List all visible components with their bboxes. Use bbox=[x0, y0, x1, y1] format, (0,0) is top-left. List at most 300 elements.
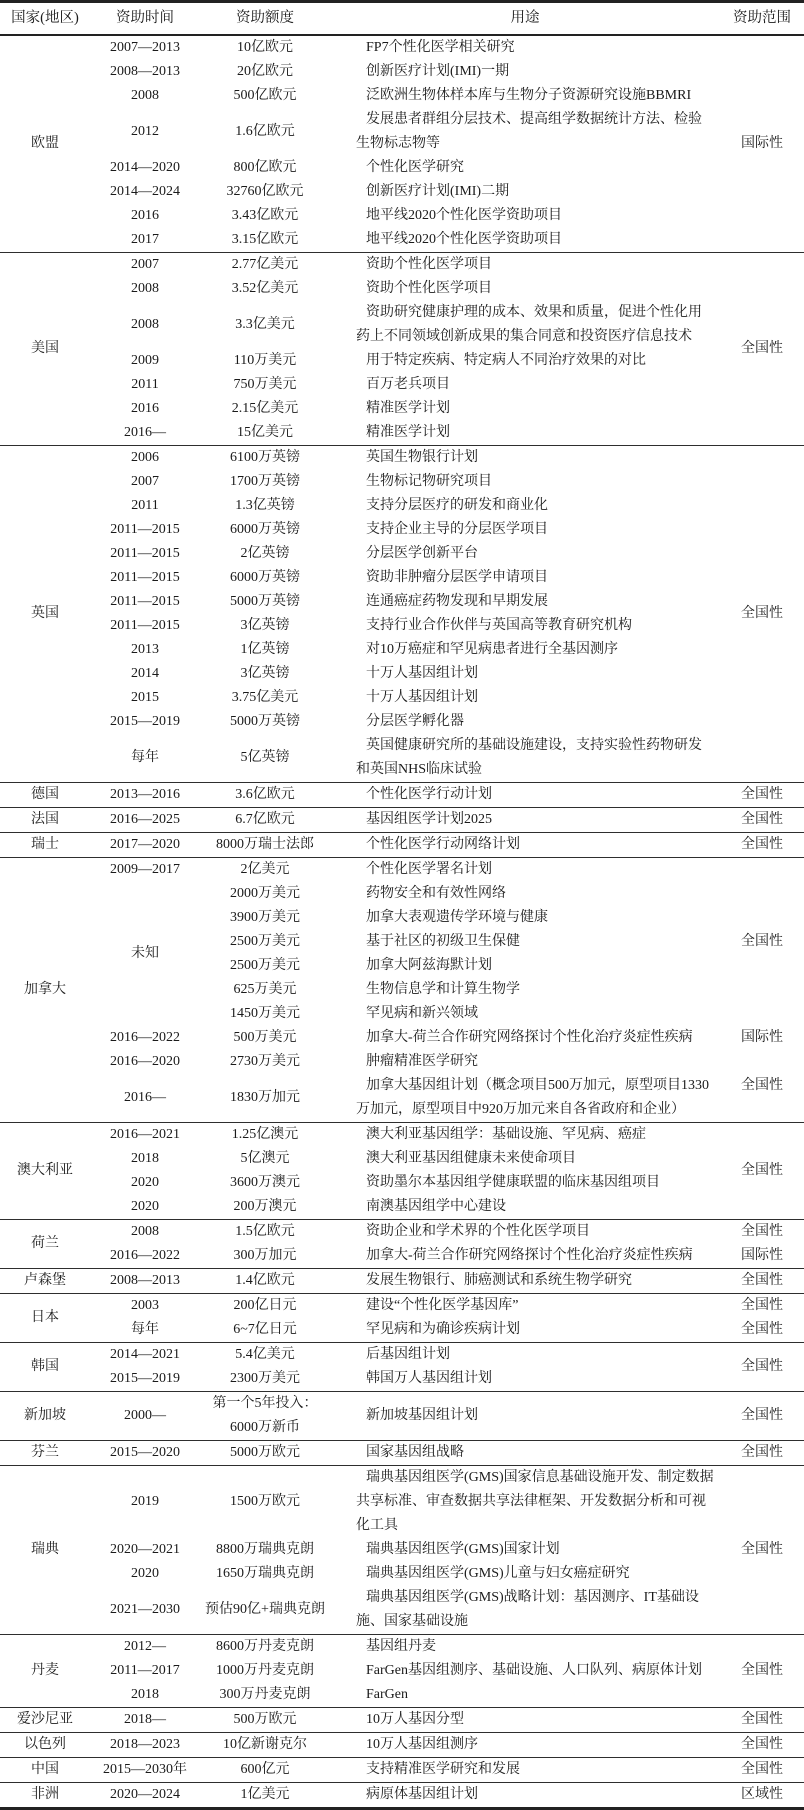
purpose-cell: 加拿大-荷兰合作研究网络探讨个性化治疗炎症性疾病 bbox=[366, 1248, 693, 1263]
amount-cell: 750万美元 bbox=[233, 377, 297, 392]
country-section bbox=[0, 446, 804, 783]
country-section bbox=[0, 1392, 804, 1441]
amount-cell: 500万欧元 bbox=[233, 1712, 297, 1727]
table-row bbox=[0, 1367, 804, 1392]
table-row bbox=[0, 808, 804, 833]
amount-cell: 32760亿欧元 bbox=[226, 184, 304, 199]
time-cell: 2009—2017 bbox=[110, 862, 180, 877]
amount-cell: 1亿英镑 bbox=[240, 642, 290, 657]
amount-cell: 6000万英镑 bbox=[230, 522, 300, 537]
time-cell: 2016 bbox=[131, 401, 159, 416]
purpose-cell: 资助墨尔本基因组学健康联盟的临床基因组项目 bbox=[366, 1175, 660, 1190]
purpose-cell: 瑞典基因组医学(GMS)儿童与妇女癌症研究 bbox=[366, 1566, 630, 1581]
table-row bbox=[0, 349, 804, 373]
country-cell: 中国 bbox=[31, 1762, 59, 1777]
amount-cell: 1亿美元 bbox=[240, 1787, 290, 1802]
table-row bbox=[0, 204, 804, 228]
amount-cell: 3.6亿欧元 bbox=[235, 787, 295, 802]
country-cell: 新加坡 bbox=[24, 1408, 66, 1423]
scope-cell: 全国性 bbox=[741, 837, 783, 852]
table-row bbox=[0, 1026, 804, 1050]
amount-cell: 2.77亿美元 bbox=[231, 257, 299, 272]
amount-cell: 800亿欧元 bbox=[233, 160, 297, 175]
time-cell: 2015—2020 bbox=[110, 1445, 180, 1460]
table-row bbox=[0, 686, 804, 710]
time-cell: 2003 bbox=[131, 1298, 159, 1313]
time-cell: 2015—2019 bbox=[110, 714, 180, 729]
country-section bbox=[0, 858, 804, 1123]
table-row bbox=[0, 1147, 804, 1171]
table-header bbox=[0, 2, 804, 36]
amount-cell: 2300万美元 bbox=[230, 1371, 300, 1386]
table-row bbox=[0, 494, 804, 518]
amount-cell: 3.52亿美元 bbox=[231, 281, 299, 296]
table-row bbox=[0, 1195, 804, 1220]
table-row bbox=[0, 1758, 804, 1783]
amount-cell: 300万丹麦克朗 bbox=[219, 1687, 311, 1702]
amount-cell: 3.15亿欧元 bbox=[231, 232, 299, 247]
time-cell: 2008 bbox=[131, 88, 159, 103]
purpose-cell: 加拿大阿兹海默计划 bbox=[366, 958, 492, 973]
time-cell: 2009 bbox=[131, 353, 159, 368]
time-cell: 每年 bbox=[131, 1322, 159, 1337]
table-row bbox=[0, 518, 804, 542]
country-section bbox=[0, 1733, 804, 1758]
country-section bbox=[0, 1343, 804, 1392]
table-row bbox=[0, 1392, 804, 1441]
scope-cell: 全国性 bbox=[741, 1408, 783, 1423]
country-cell: 卢森堡 bbox=[24, 1273, 66, 1288]
scope-cell: 全国性 bbox=[741, 1078, 783, 1093]
header-amount: 资助额度 bbox=[236, 10, 294, 26]
table-row bbox=[0, 421, 804, 446]
table-row bbox=[0, 228, 804, 253]
table-row bbox=[0, 1318, 804, 1343]
country-cell: 丹麦 bbox=[31, 1663, 59, 1678]
scope-cell: 全国性 bbox=[741, 1542, 783, 1557]
amount-cell: 1650万瑞典克朗 bbox=[216, 1566, 314, 1581]
amount-cell: 2500万美元 bbox=[230, 934, 300, 949]
table-row bbox=[0, 882, 804, 906]
amount-cell: 5000万英镑 bbox=[230, 714, 300, 729]
scope-cell: 全国性 bbox=[741, 1273, 783, 1288]
purpose-cell: 建设“个性化医学基因库” bbox=[366, 1298, 519, 1313]
amount-cell: 2.15亿美元 bbox=[231, 401, 299, 416]
amount-cell: 6~7亿日元 bbox=[233, 1322, 297, 1337]
scope-cell: 区域性 bbox=[741, 1787, 783, 1802]
purpose-cell: 基因组医学计划2025 bbox=[366, 812, 492, 827]
time-cell: 2015—2019 bbox=[110, 1371, 180, 1386]
purpose-cell: 后基因组计划 bbox=[366, 1347, 450, 1362]
purpose-cell: 基于社区的初级卫生保健 bbox=[366, 934, 520, 949]
amount-cell: 1.6亿欧元 bbox=[235, 124, 295, 139]
table-row bbox=[0, 1586, 804, 1635]
time-cell: 2016—2022 bbox=[110, 1030, 180, 1045]
amount-cell: 600亿元 bbox=[240, 1762, 290, 1777]
purpose-cell: 生物标记物研究项目 bbox=[366, 474, 492, 489]
table-row bbox=[0, 783, 804, 808]
purpose-cell: 澳大利亚基因组健康未来使命项目 bbox=[366, 1151, 576, 1166]
amount-cell: 500亿欧元 bbox=[233, 88, 297, 103]
scope-cell: 全国性 bbox=[741, 1712, 783, 1727]
country-cell: 瑞士 bbox=[31, 837, 59, 852]
purpose-cell: 罕见病和新兴领域 bbox=[366, 1006, 478, 1021]
country-cell: 芬兰 bbox=[31, 1445, 59, 1460]
country-section bbox=[0, 1294, 804, 1343]
time-cell: 2021—2030 bbox=[110, 1602, 180, 1617]
time-cell: 2018 bbox=[131, 1151, 159, 1166]
purpose-cell: 十万人基因组计划 bbox=[366, 666, 478, 681]
purpose-cell: FarGen bbox=[366, 1687, 408, 1702]
time-cell: 2017 bbox=[131, 232, 159, 247]
country-cell: 美国 bbox=[31, 341, 59, 356]
purpose-cell: 个性化医学署名计划 bbox=[366, 862, 492, 877]
amount-cell: 110万美元 bbox=[233, 353, 297, 368]
table-row bbox=[0, 662, 804, 686]
amount-cell: 20亿欧元 bbox=[237, 64, 293, 79]
purpose-cell: 药物安全和有效性网络 bbox=[366, 886, 506, 901]
table-row bbox=[0, 1538, 804, 1562]
time-cell: 2020—2024 bbox=[110, 1787, 180, 1802]
purpose-cell: 个性化医学研究 bbox=[366, 160, 464, 175]
amount-cell: 5000万英镑 bbox=[230, 594, 300, 609]
country-section bbox=[0, 833, 804, 858]
country-section bbox=[0, 1441, 804, 1466]
amount-cell: 5.4亿美元 bbox=[235, 1347, 295, 1362]
amount-cell: 3900万美元 bbox=[230, 910, 300, 925]
purpose-cell: 精准医学计划 bbox=[366, 401, 450, 416]
country-cell: 澳大利亚 bbox=[17, 1163, 73, 1178]
time-cell: 2007—2013 bbox=[110, 40, 180, 55]
time-cell: 2016— bbox=[124, 1090, 166, 1105]
purpose-cell: 支持精准医学研究和发展 bbox=[366, 1762, 520, 1777]
amount-cell: 8800万瑞典克朗 bbox=[216, 1542, 314, 1557]
amount-cell: 1.4亿欧元 bbox=[235, 1273, 295, 1288]
purpose-cell: 加拿大基因组计划（概念项目500万加元，原型项目1330万加元，原型项目中920万加元来自各省政府和企业） bbox=[356, 1078, 709, 1117]
purpose-cell: 用于特定疾病、特定病人不同治疗效果的对比 bbox=[366, 353, 646, 368]
table-row bbox=[0, 470, 804, 494]
table-row bbox=[0, 1343, 804, 1368]
time-cell: 2011—2015 bbox=[110, 570, 180, 585]
purpose-cell: 资助个性化医学项目 bbox=[366, 281, 492, 296]
header-row bbox=[0, 2, 804, 36]
time-cell: 2014—2020 bbox=[110, 160, 180, 175]
scope-cell: 全国性 bbox=[741, 1163, 783, 1178]
time-cell: 2006 bbox=[131, 450, 159, 465]
time-cell: 2017—2020 bbox=[110, 837, 180, 852]
amount-cell: 625万美元 bbox=[233, 982, 297, 997]
table-row bbox=[0, 277, 804, 301]
purpose-cell: 资助非肿瘤分层医学申请项目 bbox=[366, 570, 548, 585]
amount-cell: 6.7亿欧元 bbox=[235, 812, 295, 827]
purpose-cell: 罕见病和为确诊疾病计划 bbox=[366, 1322, 520, 1337]
scope-cell: 全国性 bbox=[741, 1762, 783, 1777]
scope-cell: 全国性 bbox=[741, 606, 783, 621]
time-cell: 2007 bbox=[131, 474, 159, 489]
table-row bbox=[0, 1220, 804, 1245]
table-row bbox=[0, 180, 804, 204]
table-row bbox=[0, 253, 804, 278]
purpose-cell: 发展患者群组分层技术、提高组学数据统计方法、检验生物标志物等 bbox=[356, 112, 702, 151]
table-row bbox=[0, 397, 804, 421]
country-cell: 欧盟 bbox=[31, 136, 59, 151]
country-section bbox=[0, 1635, 804, 1708]
purpose-cell: 韩国万人基因组计划 bbox=[366, 1371, 492, 1386]
time-cell: 2007 bbox=[131, 257, 159, 272]
country-section bbox=[0, 1220, 804, 1269]
table-row bbox=[0, 1074, 804, 1123]
purpose-cell: 支持行业合作伙伴与英国高等教育研究机构 bbox=[366, 618, 632, 633]
amount-cell: 1000万丹麦克朗 bbox=[216, 1663, 314, 1678]
country-section bbox=[0, 35, 804, 253]
scope-cell: 全国性 bbox=[741, 1298, 783, 1313]
country-section bbox=[0, 1758, 804, 1783]
purpose-cell: 发展生物银行、肺癌测试和系统生物学研究 bbox=[366, 1273, 632, 1288]
table-row bbox=[0, 1171, 804, 1195]
scope-cell: 全国性 bbox=[741, 1224, 783, 1239]
table-row bbox=[0, 833, 804, 858]
time-cell: 2016—2021 bbox=[110, 1127, 180, 1142]
table-row bbox=[0, 614, 804, 638]
time-cell: 2012 bbox=[131, 124, 159, 139]
time-cell: 2018 bbox=[131, 1687, 159, 1702]
purpose-cell: 10万人基因分型 bbox=[366, 1712, 464, 1727]
time-cell: 2020 bbox=[131, 1175, 159, 1190]
amount-cell: 15亿美元 bbox=[237, 425, 293, 440]
purpose-cell: 个性化医学行动计划 bbox=[366, 787, 492, 802]
amount-cell: 3.3亿美元 bbox=[235, 317, 295, 332]
purpose-cell: 支持企业主导的分层医学项目 bbox=[366, 522, 548, 537]
country-cell: 德国 bbox=[31, 787, 59, 802]
amount-cell: 3亿英镑 bbox=[240, 666, 290, 681]
time-cell: 2015 bbox=[131, 690, 159, 705]
time-cell: 2014 bbox=[131, 666, 159, 681]
scope-cell: 全国性 bbox=[741, 1663, 783, 1678]
amount-cell: 8000万瑞士法郎 bbox=[216, 837, 314, 852]
purpose-cell: 地平线2020个性化医学资助项目 bbox=[366, 208, 562, 223]
table-row bbox=[0, 84, 804, 108]
purpose-cell: 英国健康研究所的基础设施建设，支持实验性药物研发和英国NHS临床试验 bbox=[356, 738, 702, 777]
country-section bbox=[0, 1123, 804, 1220]
scope-cell: 国际性 bbox=[741, 1248, 783, 1263]
scope-cell: 全国性 bbox=[741, 1359, 783, 1374]
amount-cell: 300万加元 bbox=[233, 1248, 297, 1263]
purpose-cell: 创新医疗计划(IMI)一期 bbox=[366, 64, 510, 79]
time-cell: 2000— bbox=[124, 1408, 166, 1423]
purpose-cell: 病原体基因组计划 bbox=[366, 1787, 478, 1802]
table-row bbox=[0, 373, 804, 397]
time-cell: 2008—2013 bbox=[110, 64, 180, 79]
country-cell: 法国 bbox=[31, 812, 59, 827]
country-cell: 非洲 bbox=[31, 1787, 59, 1802]
table-row bbox=[0, 1244, 804, 1269]
time-cell: 2008 bbox=[131, 1224, 159, 1239]
country-cell: 爱沙尼亚 bbox=[17, 1712, 73, 1727]
amount-cell: 8600万丹麦克朗 bbox=[216, 1639, 314, 1654]
purpose-cell: 瑞典基因组医学(GMS)国家计划 bbox=[366, 1542, 560, 1557]
table-row bbox=[0, 542, 804, 566]
purpose-cell: 生物信息学和计算生物学 bbox=[366, 982, 520, 997]
purpose-cell: 国家基因组战略 bbox=[366, 1445, 464, 1460]
country-cell: 瑞典 bbox=[31, 1542, 59, 1557]
purpose-cell: 支持分层医疗的研发和商业化 bbox=[366, 498, 548, 513]
country-cell: 加拿大 bbox=[24, 982, 66, 997]
time-cell: 2011 bbox=[131, 377, 159, 392]
purpose-cell: 创新医疗计划(IMI)二期 bbox=[366, 184, 510, 199]
table-row bbox=[0, 734, 804, 783]
amount-cell: 3600万澳元 bbox=[230, 1175, 300, 1190]
time-cell: 2011 bbox=[131, 498, 159, 513]
purpose-cell: 十万人基因组计划 bbox=[366, 690, 478, 705]
time-cell: 2016—2020 bbox=[110, 1054, 180, 1069]
scope-cell: 全国性 bbox=[741, 1445, 783, 1460]
time-cell: 2011—2015 bbox=[110, 522, 180, 537]
country-section bbox=[0, 1466, 804, 1635]
amount-cell: 6100万英镑 bbox=[230, 450, 300, 465]
purpose-cell: 新加坡基因组计划 bbox=[366, 1408, 478, 1423]
time-cell: 2016—2022 bbox=[110, 1248, 180, 1263]
purpose-cell: 瑞典基因组医学(GMS)国家信息基础设施开发、制定数据共享标准、审查数据共享法律框架、开发数据分析和可视化工具 bbox=[356, 1470, 714, 1533]
purpose-cell: 百万老兵项目 bbox=[366, 377, 450, 392]
scope-cell: 全国性 bbox=[741, 787, 783, 802]
table-row bbox=[0, 858, 804, 883]
time-cell: 2020 bbox=[131, 1199, 159, 1214]
amount-cell: 10亿新谢克尔 bbox=[223, 1737, 307, 1752]
header-time: 资助时间 bbox=[116, 10, 174, 26]
amount-cell: 3.43亿欧元 bbox=[231, 208, 299, 223]
purpose-cell: 加拿大-荷兰合作研究网络探讨个性化治疗炎症性疾病 bbox=[366, 1030, 693, 1045]
amount-cell: 5亿英镑 bbox=[240, 750, 290, 765]
country-cell: 日本 bbox=[31, 1310, 59, 1325]
scope-cell: 全国性 bbox=[741, 934, 783, 949]
time-cell: 2011—2015 bbox=[110, 546, 180, 561]
time-cell: 2008 bbox=[131, 281, 159, 296]
amount-cell: 1.3亿英镑 bbox=[235, 498, 295, 513]
time-cell: 2008 bbox=[131, 317, 159, 332]
amount-cell: 3亿英镑 bbox=[240, 618, 290, 633]
table-row bbox=[0, 1683, 804, 1708]
purpose-cell: 瑞典基因组医学(GMS)战略计划：基因测序、IT基础设施、国家基础设施 bbox=[356, 1590, 699, 1629]
amount-cell: 1500万欧元 bbox=[230, 1494, 300, 1509]
amount-cell: 5000万欧元 bbox=[230, 1445, 300, 1460]
table-row bbox=[0, 1562, 804, 1586]
purpose-cell: 对10万癌症和罕见病患者进行全基因测序 bbox=[366, 642, 618, 657]
country-cell: 以色列 bbox=[24, 1737, 66, 1752]
scope-cell: 全国性 bbox=[741, 1737, 783, 1752]
table-row bbox=[0, 1050, 804, 1074]
time-cell: 2015—2030年 bbox=[103, 1762, 187, 1777]
time-cell: 未知 bbox=[131, 946, 159, 961]
amount-cell: 1.5亿欧元 bbox=[235, 1224, 295, 1239]
time-cell: 2014—2021 bbox=[110, 1347, 180, 1362]
purpose-cell: FP7个性化医学相关研究 bbox=[366, 40, 515, 55]
table-row bbox=[0, 590, 804, 614]
amount-cell: 1450万美元 bbox=[230, 1006, 300, 1021]
purpose-cell: 肿瘤精准医学研究 bbox=[366, 1054, 478, 1069]
purpose-cell: 地平线2020个性化医学资助项目 bbox=[366, 232, 562, 247]
amount-cell: 500万美元 bbox=[233, 1030, 297, 1045]
time-cell: 2013 bbox=[131, 642, 159, 657]
time-cell: 2016— bbox=[124, 425, 166, 440]
table-row bbox=[0, 1635, 804, 1660]
amount-cell: 200亿日元 bbox=[233, 1298, 297, 1313]
scope-cell: 国际性 bbox=[741, 136, 783, 151]
table-row bbox=[0, 1708, 804, 1733]
amount-cell: 预估90亿+瑞典克朗 bbox=[205, 1602, 325, 1617]
amount-cell: 1700万英镑 bbox=[230, 474, 300, 489]
table-row bbox=[0, 1733, 804, 1758]
purpose-cell: 10万人基因组测序 bbox=[366, 1737, 478, 1752]
time-cell: 2011—2017 bbox=[110, 1663, 180, 1678]
amount-cell: 2500万美元 bbox=[230, 958, 300, 973]
country-section bbox=[0, 783, 804, 808]
time-cell: 2020—2021 bbox=[110, 1542, 180, 1557]
header-purpose: 用途 bbox=[510, 10, 540, 26]
purpose-cell: 澳大利亚基因组学：基础设施、罕见病、癌症 bbox=[366, 1127, 646, 1142]
purpose-cell: FarGen基因组测序、基础设施、人口队列、病原体计划 bbox=[366, 1663, 702, 1678]
table-row bbox=[0, 156, 804, 180]
table-row bbox=[0, 35, 804, 60]
country-cell: 韩国 bbox=[31, 1359, 59, 1374]
table-row bbox=[0, 1269, 804, 1294]
country-section bbox=[0, 1708, 804, 1733]
time-cell: 2013—2016 bbox=[110, 787, 180, 802]
country-section bbox=[0, 253, 804, 446]
amount-cell: 2亿英镑 bbox=[240, 546, 290, 561]
purpose-cell: 个性化医学行动网络计划 bbox=[366, 837, 520, 852]
amount-cell: 2000万美元 bbox=[230, 886, 300, 901]
purpose-cell: 资助个性化医学项目 bbox=[366, 257, 492, 272]
time-cell: 2011—2015 bbox=[110, 618, 180, 633]
table-row bbox=[0, 1441, 804, 1466]
time-cell: 2018—2023 bbox=[110, 1737, 180, 1752]
purpose-cell: 分层医学创新平台 bbox=[366, 546, 478, 561]
table-row bbox=[0, 1123, 804, 1148]
amount-cell: 2730万美元 bbox=[230, 1054, 300, 1069]
country-section bbox=[0, 808, 804, 833]
amount-cell: 10亿欧元 bbox=[237, 40, 293, 55]
purpose-cell: 加拿大表观遗传学环境与健康 bbox=[366, 910, 548, 925]
scope-cell: 国际性 bbox=[741, 1030, 783, 1045]
table-row bbox=[0, 108, 804, 156]
table-row bbox=[0, 301, 804, 349]
amount-cell: 1830万加元 bbox=[230, 1090, 300, 1105]
time-cell: 2020 bbox=[131, 1566, 159, 1581]
table-row bbox=[0, 710, 804, 734]
purpose-cell: 泛欧洲生物体样本库与生物分子资源研究设施BBMRI bbox=[366, 88, 692, 103]
table-row bbox=[0, 566, 804, 590]
amount-cell: 1.25亿澳元 bbox=[231, 1127, 299, 1142]
purpose-cell: 资助企业和学术界的个性化医学项目 bbox=[366, 1224, 590, 1239]
time-cell: 每年 bbox=[131, 750, 159, 765]
country-section bbox=[0, 1269, 804, 1294]
time-cell: 2008—2013 bbox=[110, 1273, 180, 1288]
country-cell: 荷兰 bbox=[31, 1236, 59, 1251]
time-cell: 2014—2024 bbox=[110, 184, 180, 199]
country-cell: 英国 bbox=[31, 606, 59, 621]
purpose-cell: 资助研究健康护理的成本、效果和质量，促进个性化用药上不同领域创新成果的集合同意和投资医疗信息技术 bbox=[356, 305, 702, 344]
table-row bbox=[0, 638, 804, 662]
purpose-cell: 精准医学计划 bbox=[366, 425, 450, 440]
table-row bbox=[0, 1294, 804, 1319]
purpose-cell: 基因组丹麦 bbox=[366, 1639, 436, 1654]
scope-cell: 全国性 bbox=[741, 341, 783, 356]
amount-cell: 第一个5年投入：6000万新币 bbox=[212, 1396, 318, 1435]
amount-cell: 5亿澳元 bbox=[240, 1151, 290, 1166]
amount-cell: 3.75亿美元 bbox=[231, 690, 299, 705]
time-cell: 2018— bbox=[124, 1712, 166, 1727]
purpose-cell: 连通癌症药物发现和早期发展 bbox=[366, 594, 548, 609]
